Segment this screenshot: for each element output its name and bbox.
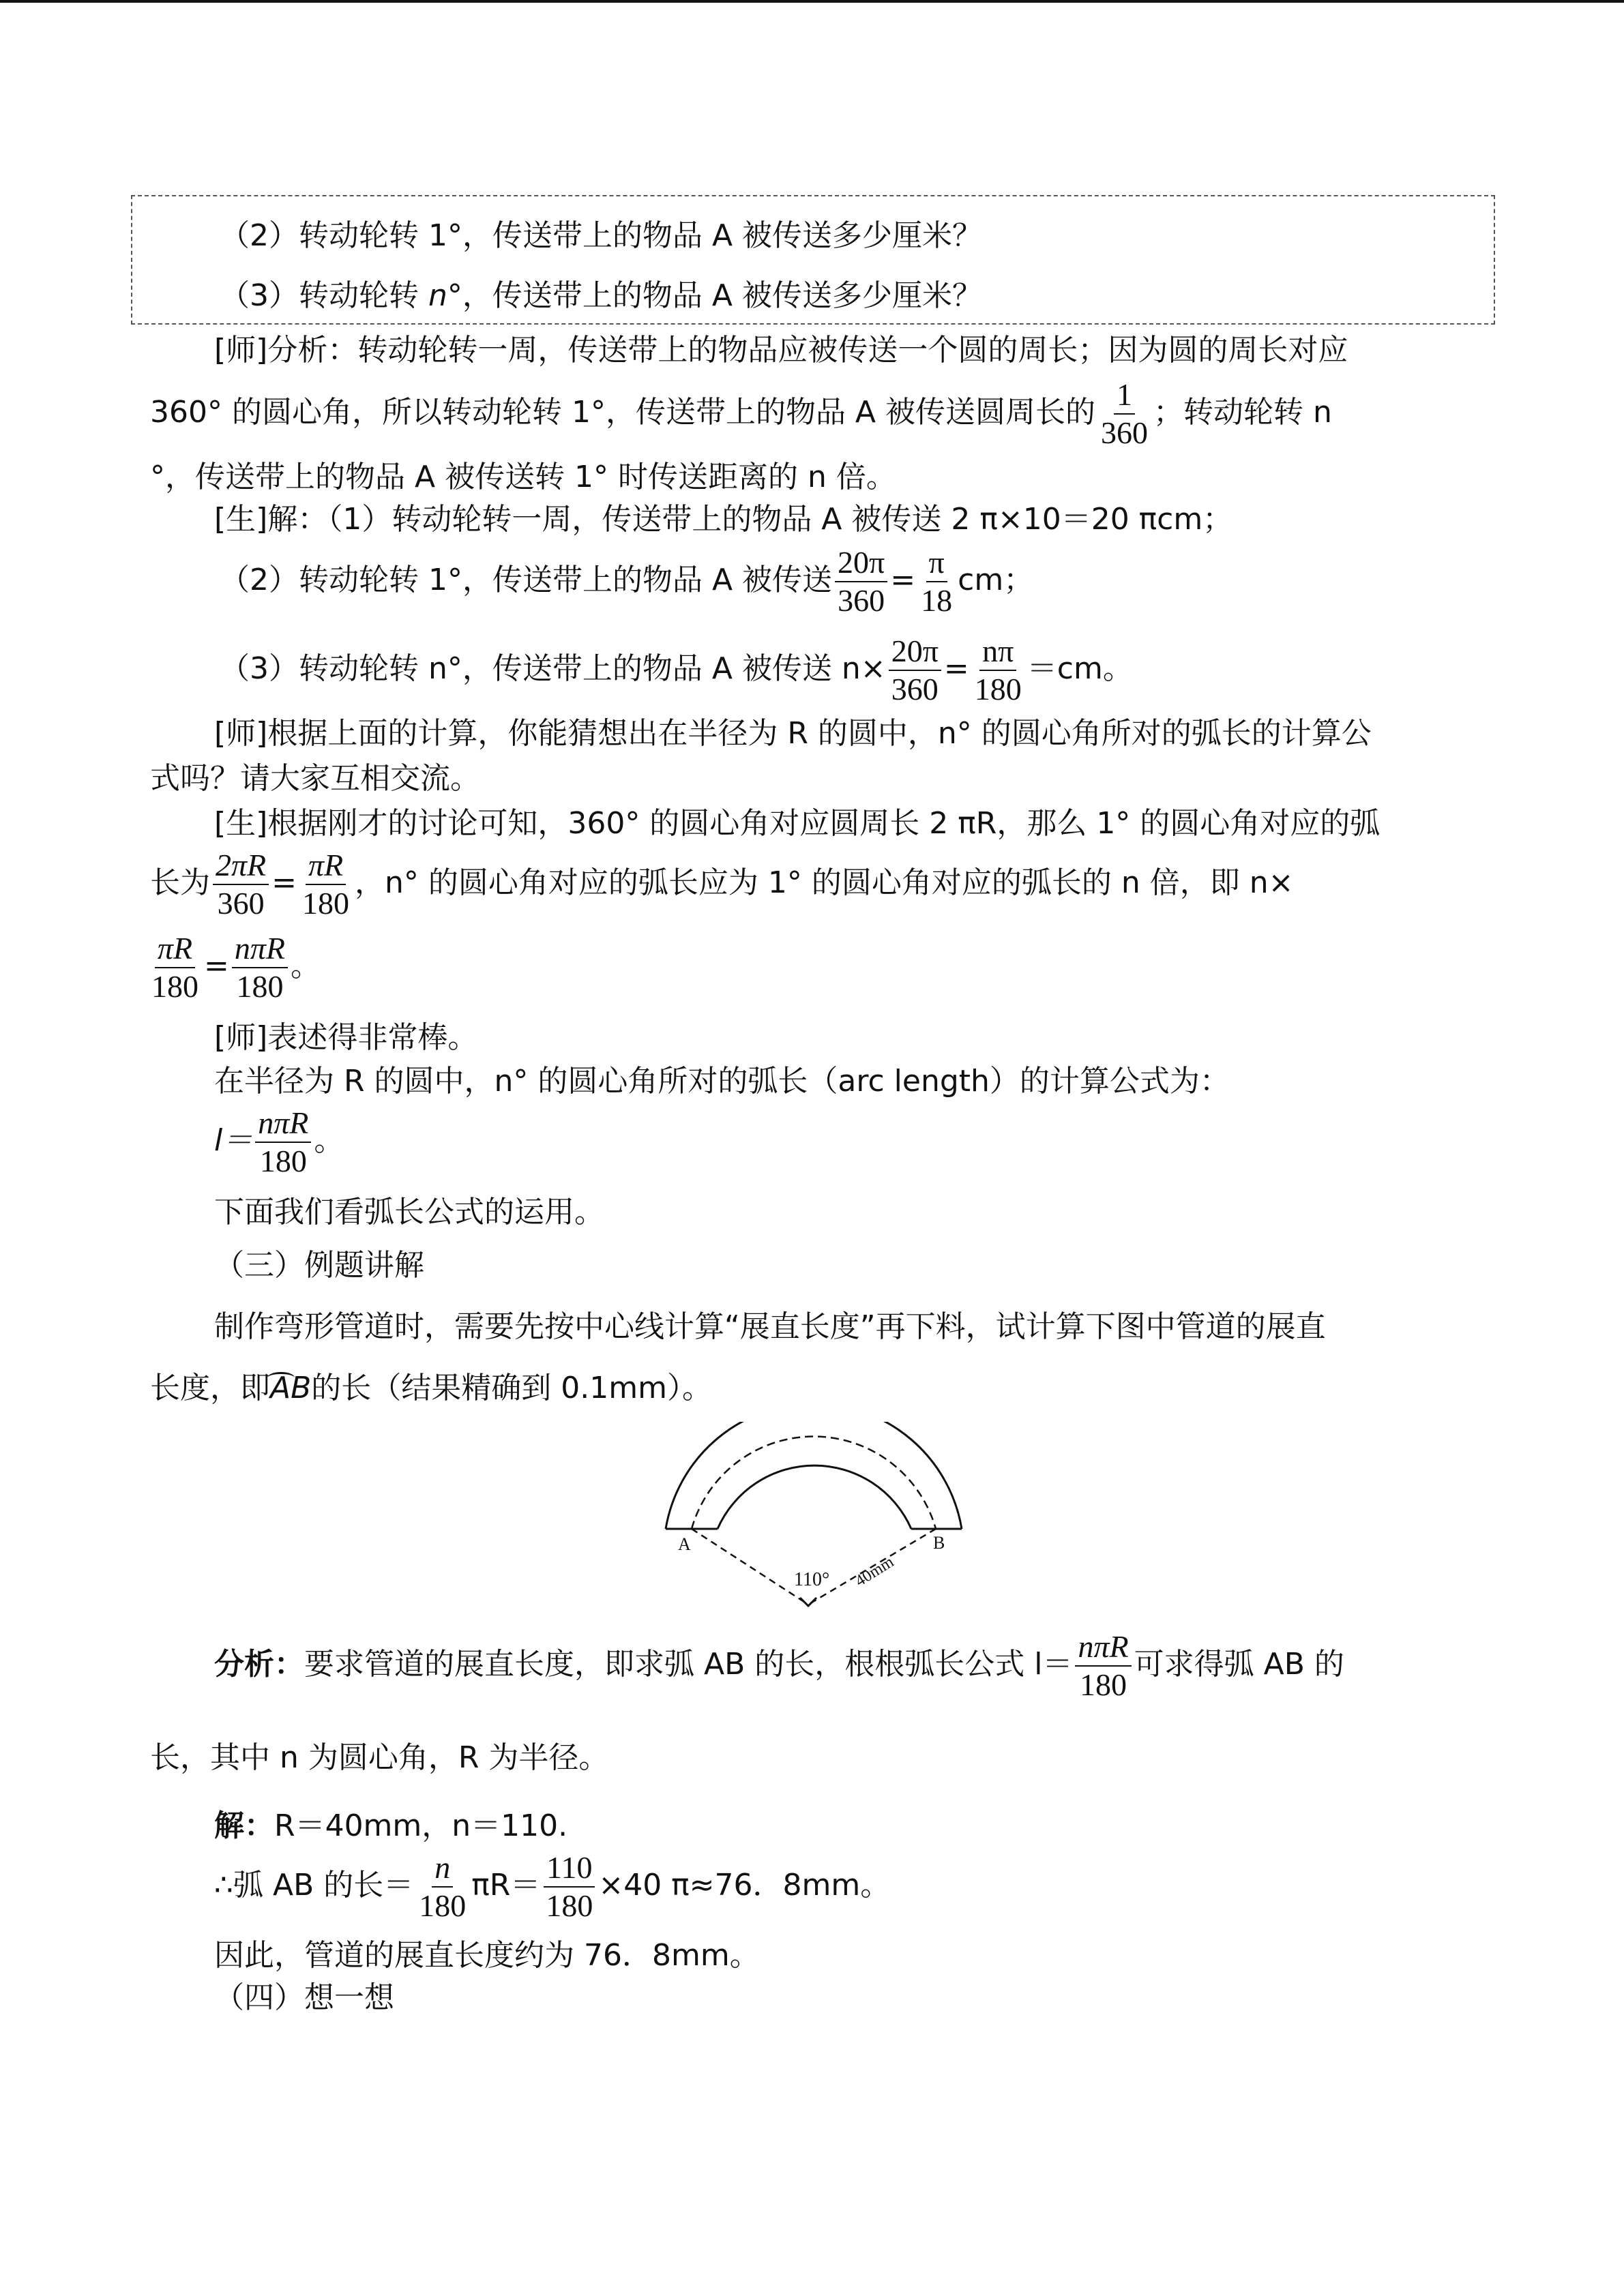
teacher-analysis-line-1: [师]分析：转动轮转一周，传送带上的物品应被传送一个圆的周长；因为圆的周长对应 xyxy=(214,333,1348,368)
box-question-2: （2）转动轮转 1°，传送带上的物品 A 被传送多少厘米？ xyxy=(220,218,983,253)
teacher-question-line-1: [师]根据上面的计算，你能猜想出在半径为 R 的圆中，n° 的圆心角所对的弧长的计算公 xyxy=(214,716,1372,751)
arc-length-formula: l＝ $\frac{\text{nπR}}{180}$ 。 xyxy=(214,1105,344,1178)
solution-given: 解：R＝40mm，n＝110. xyxy=(214,1808,568,1843)
fraction-20pi-360-b: $\frac{20\pi}{360}$ xyxy=(889,634,941,706)
pipe-outer-arc xyxy=(666,1422,962,1529)
analysis-line-2: 长，其中 n 为圆心角，R 为半径。 xyxy=(150,1740,609,1775)
fraction-npiR-180: $\frac{\text{nπR}}{180}$ xyxy=(232,931,288,1004)
section-4-title: （四）想一想 xyxy=(214,1980,394,2015)
arc-ab-symbol: AB xyxy=(270,1369,311,1407)
fraction-piR-180-b: $\frac{\pi R}{180}$ xyxy=(151,931,198,1004)
example-line-2: 长度，即AB的长（结果精确到 0.1mm）。 xyxy=(150,1369,712,1407)
fraction-1-360: $\frac{1}{360}$ xyxy=(1101,377,1149,450)
student-solution-line-1: [生]解：（1）转动轮转一周，传送带上的物品 A 被传送 2 π×10＝20 πcm； xyxy=(214,502,1233,537)
solution-conclusion: 因此，管道的展直长度约为 76．8mm。 xyxy=(214,1938,760,1973)
fraction-n-180: $\frac{n}{180}$ xyxy=(419,1850,467,1923)
solution-calc: ∴弧 AB 的长＝ $\frac{n}{180}$ πR＝ $\frac{110}{180}$ ×40 π≈76．8mm。 xyxy=(214,1850,891,1923)
radius-label: 40mm xyxy=(852,1553,898,1591)
teacher-analysis-line-2: 360° 的圆心角，所以转动轮转 1°，传送带上的物品 A 被传送圆周长的 $\frac{1}{360}$ ；转动轮转 n xyxy=(150,377,1332,450)
box-question-3: （3）转动轮转 n°，传送带上的物品 A 被传送多少厘米？ xyxy=(220,278,982,313)
fraction-npiR-180-formula: $\frac{\text{nπR}}{180}$ xyxy=(255,1106,311,1178)
next-line: 下面我们看弧长公式的运用。 xyxy=(214,1195,604,1229)
pipe-figure xyxy=(655,1422,975,1626)
pipe-center-line xyxy=(692,1437,936,1529)
fraction-110-180: $\frac{110}{180}$ xyxy=(543,1851,595,1923)
student-solution-line-2: （2）转动轮转 1°，传送带上的物品 A 被传送 $\frac{20\pi}{360}$ = $\frac{\pi}{18}$ cm； xyxy=(220,545,1034,618)
label-b: B xyxy=(933,1533,945,1553)
section-3-title: （三）例题讲解 xyxy=(214,1248,424,1283)
fraction-2piR-360: $\frac{2\pi R}{360}$ xyxy=(213,848,269,921)
fraction-npiR-180-analysis: $\frac{\text{nπR}}{180}$ xyxy=(1075,1630,1131,1702)
student-derivation-line-2: 长为 $\frac{2\pi R}{360}$ = $\frac{\pi R}{180}$ ，n° 的圆心角对应的弧长应为 1° 的圆心角对应的弧长的 n 倍，即 n× xyxy=(150,848,1294,921)
formula-intro: 在半径为 R 的圆中，n° 的圆心角所对的弧长（arc length）的计算公式为： xyxy=(214,1064,1230,1099)
teacher-question-line-2: 式吗？请大家互相交流。 xyxy=(150,761,480,796)
teacher-praise: [师]表述得非常棒。 xyxy=(214,1020,478,1055)
fraction-piR-180: $\frac{\pi R}{180}$ xyxy=(302,848,350,921)
radius-line-a xyxy=(692,1529,808,1605)
teacher-analysis-line-3: °，传送带上的物品 A 被传送转 1° 时传送距离的 n 倍。 xyxy=(150,460,896,494)
example-line-1: 制作弯形管道时，需要先按中心线计算“展直长度”再下料，试计算下图中管道的展直 xyxy=(214,1309,1326,1344)
analysis-line-1: 分析：要求管道的展直长度，即求弧 AB 的长，根根弧长公式 l＝ $\frac{\text{nπR}}{180}$ 可求得弧 AB 的 xyxy=(214,1629,1344,1702)
student-solution-line-3: （3）转动轮转 n°，传送带上的物品 A 被传送 n× $\frac{20\pi}{360}$ = $\frac{n\pi}{180}$ ＝cm。 xyxy=(220,633,1133,706)
fraction-20pi-360: $\frac{20\pi}{360}$ xyxy=(835,546,887,618)
student-derivation-line-1: [生]根据刚才的讨论可知，360° 的圆心角对应圆周长 2 πR，那么 1° 的圆心角对应的弧 xyxy=(214,806,1381,841)
angle-label: 110° xyxy=(794,1569,830,1590)
top-border-line xyxy=(0,0,1624,3)
pipe-inner-arc xyxy=(718,1465,911,1529)
fraction-npi-180: $\frac{n\pi}{180}$ xyxy=(974,633,1022,706)
student-derivation-line-3: $\frac{\pi R}{180}$ = $\frac{\text{nπR}}{180}$ 。 xyxy=(146,931,321,1004)
fraction-pi-18: $\frac{\pi}{18}$ xyxy=(921,545,953,618)
label-a: A xyxy=(678,1534,691,1554)
